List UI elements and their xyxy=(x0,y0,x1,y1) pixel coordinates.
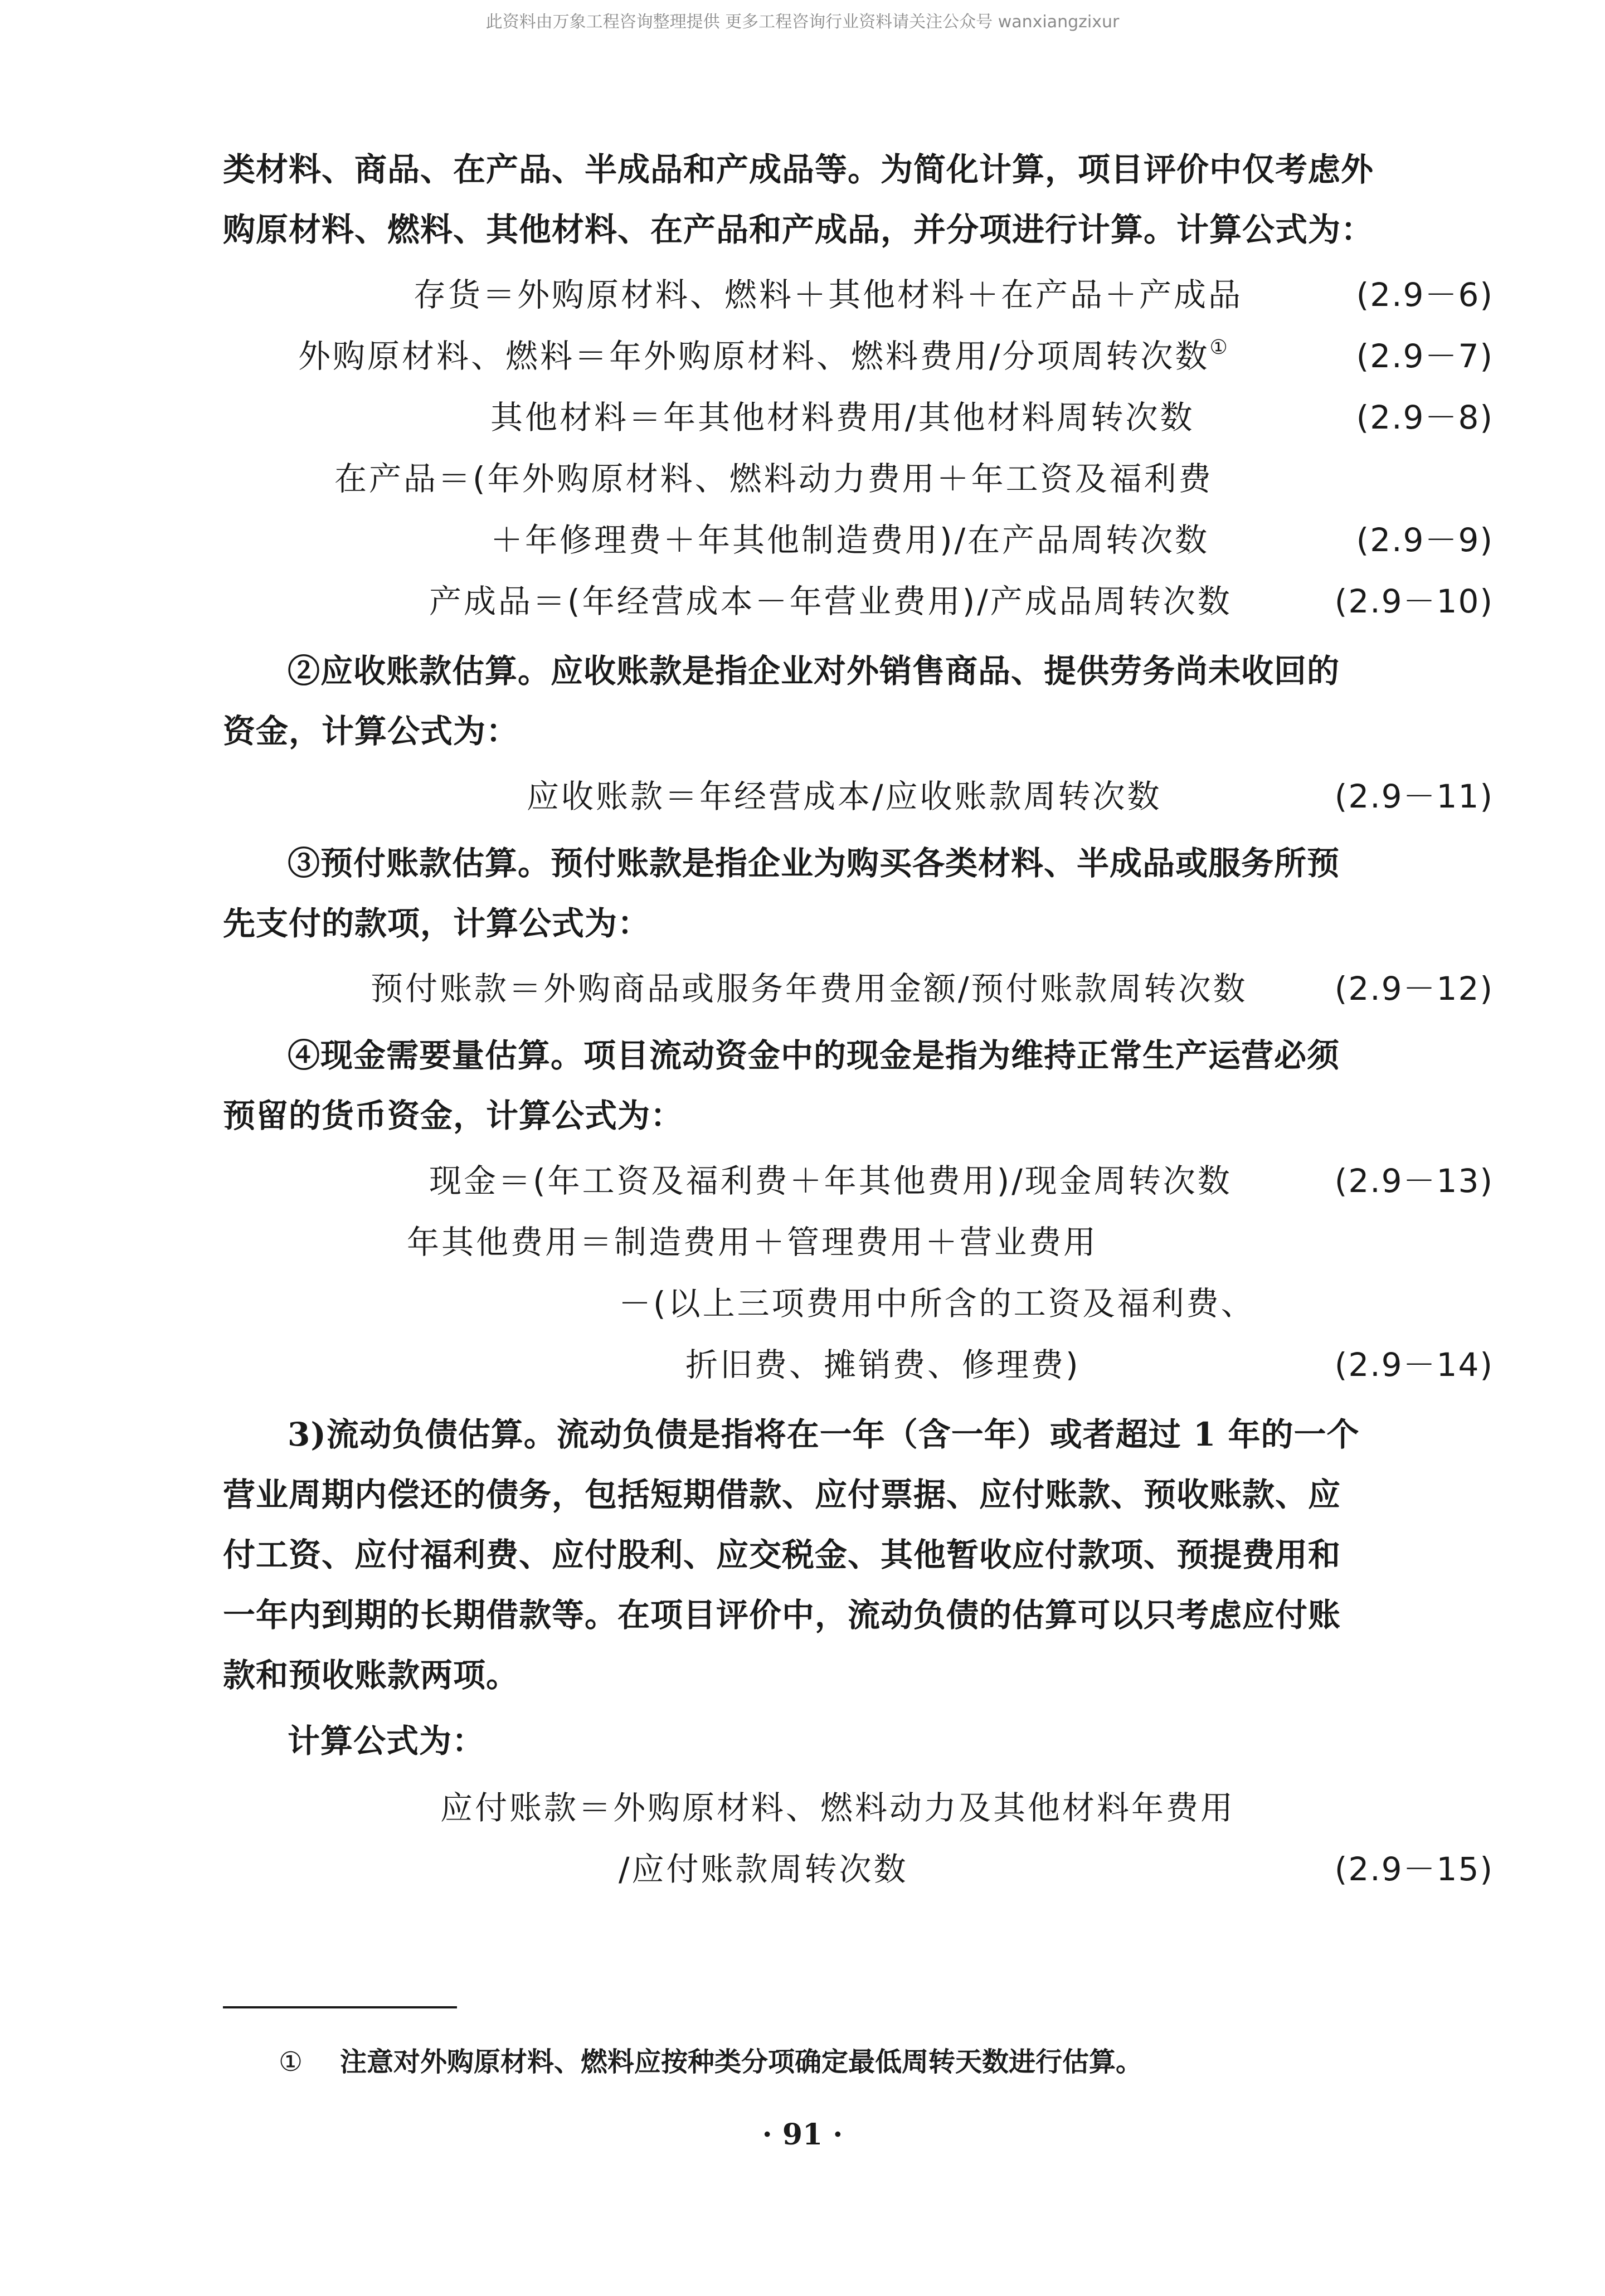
formula-accounts-payable-line1: 应付账款＝外购原材料、燃料动力及其他材料年费用 xyxy=(440,1789,1236,1827)
formula-cash: 现金＝(年工资及福利费＋年其他费用)/现金周转次数 xyxy=(429,1162,1232,1200)
paragraph-line: 营业周期内偿还的债务，包括短期借款、应付票据、应付账款、预收账款、应 xyxy=(223,1476,1341,1514)
formula-other-expenses-line1: 年其他费用＝制造费用＋管理费用＋营业费用 xyxy=(407,1223,1098,1261)
paragraph-line: 款和预收账款两项。 xyxy=(223,1656,519,1694)
footnote-divider xyxy=(223,2006,457,2008)
formula-accounts-receivable: 应收账款＝年经营成本/应收账款周转次数 xyxy=(527,777,1162,815)
paragraph-line: 一年内到期的长期借款等。在项目评价中，流动负债的估算可以只考虑应付账 xyxy=(223,1596,1341,1634)
footnote xyxy=(279,2040,1142,2084)
equation-number: (2.9－14) xyxy=(1334,1346,1494,1384)
formula-purchased-materials xyxy=(298,326,1230,386)
paragraph-line: 3)流动负债估算。流动负债是指将在一年（含一年）或者超过 1 年的一个 xyxy=(288,1415,1360,1453)
equation-number: (2.9－12) xyxy=(1334,970,1494,1008)
paragraph-line: 资金，计算公式为： xyxy=(223,712,519,750)
formula-prepayments: 预付账款＝外购商品或服务年费用金额/预付账款周转次数 xyxy=(371,970,1248,1008)
formula-other-expenses-line3: 折旧费、摊销费、修理费) xyxy=(685,1346,1081,1384)
equation-number: (2.9－13) xyxy=(1334,1162,1494,1200)
equation-number: (2.9－6) xyxy=(1356,276,1494,314)
paragraph-line: ②应收账款估算。应收账款是指企业对外销售商品、提供劳务尚未收回的 xyxy=(288,652,1340,690)
equation-number: (2.9－7) xyxy=(1356,337,1494,375)
footnote-reference: ① xyxy=(1209,336,1230,359)
formula-other-materials: 其他材料＝年其他材料费用/其他材料周转次数 xyxy=(490,398,1195,436)
paragraph-line: 购原材料、燃料、其他材料、在产品和产成品，并分项进行计算。计算公式为： xyxy=(223,211,1374,249)
page-number: · 91 · xyxy=(762,2118,843,2152)
equation-number: (2.9－8) xyxy=(1356,398,1494,436)
paragraph-line: 预留的货币资金，计算公式为： xyxy=(223,1097,684,1135)
equation-number: (2.9－10) xyxy=(1334,582,1494,620)
footnote-mark: ① xyxy=(279,2046,303,2078)
paragraph-line: 先支付的款项，计算公式为： xyxy=(223,904,651,942)
formula-work-in-progress-line1: 在产品＝(年外购原材料、燃料动力费用＋年工资及福利费 xyxy=(334,460,1213,498)
formula-other-expenses-line2: －(以上三项费用中所含的工资及福利费、 xyxy=(619,1285,1256,1322)
formula-text: 外购原材料、燃料＝年外购原材料、燃料费用/分项周转次数 xyxy=(298,337,1210,375)
footnote-text: 注意对外购原材料、燃料应按种类分项确定最低周转天数进行估算。 xyxy=(340,2046,1143,2078)
paragraph-line: ③预付账款估算。预付账款是指企业为购买各类材料、半成品或服务所预 xyxy=(288,844,1340,882)
paragraph-line: 计算公式为： xyxy=(288,1722,485,1760)
formula-finished-goods: 产成品＝(年经营成本－年营业费用)/产成品周转次数 xyxy=(429,582,1232,620)
formula-accounts-payable-line2: /应付账款周转次数 xyxy=(619,1850,908,1888)
paragraph-line: 付工资、应付福利费、应付股利、应交税金、其他暂收应付款项、预提费用和 xyxy=(223,1536,1341,1574)
formula-inventory: 存货＝外购原材料、燃料＋其他材料＋在产品＋产成品 xyxy=(414,276,1243,314)
paragraph-line: ④现金需要量估算。项目流动资金中的现金是指为维持正常生产运营必须 xyxy=(288,1037,1340,1074)
equation-number: (2.9－15) xyxy=(1334,1850,1494,1888)
header-watermark-note: 此资料由万象工程咨询整理提供 更多工程咨询行业资料请关注公众号 wanxiangzixur xyxy=(485,12,1120,32)
formula-work-in-progress-line2: ＋年修理费＋年其他制造费用)/在产品周转次数 xyxy=(490,521,1210,559)
equation-number: (2.9－9) xyxy=(1356,521,1494,559)
paragraph-line: 类材料、商品、在产品、半成品和产成品等。为简化计算，项目评价中仅考虑外 xyxy=(223,150,1374,188)
equation-number: (2.9－11) xyxy=(1334,777,1494,815)
